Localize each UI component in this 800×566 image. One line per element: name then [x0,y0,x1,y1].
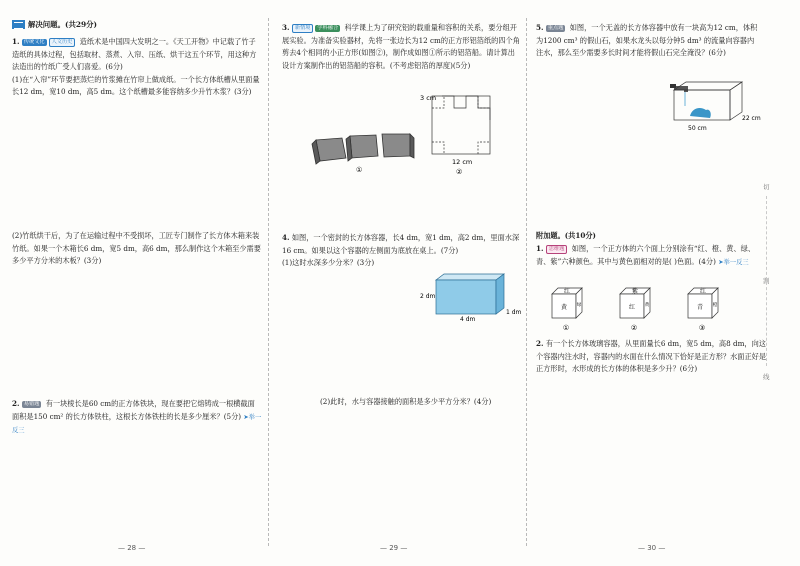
question-number: 2. [12,399,20,408]
foil-boat-photo [312,124,418,174]
question-4-part-2 [320,396,520,409]
figure-1-label: ① [356,166,363,174]
tag-thinking: 思维题 [546,245,568,254]
related-link-label: 举一反三 [723,258,749,266]
width-label: 1 dm [506,309,522,316]
related-link[interactable]: ➤举一反三 [12,413,262,435]
question-text: 如图，一个无盖的长方体容器中放有一块高为12 cm，体积为1200 cm³ 的假山石，如果水龙头以每分钟5 dm³ 的流量向容器内注水，那么至少需要多长时间才能将假山石完全淹没？(6分) [536,23,758,58]
side-length-label: 12 cm [452,158,473,166]
tag-humanities-history: 人文历史 [49,38,76,47]
question-1 [12,36,262,99]
figure-2-label: ② [456,168,463,176]
cube-label: ② [630,324,638,332]
corner-size-label: 3 cm [420,94,437,102]
cube-top-color: 红 [563,288,571,295]
foil-net-diagram [418,92,494,178]
length-label: 4 dm [460,316,476,323]
length-label: 50 cm [688,125,707,132]
question-3 [282,22,520,72]
related-link-label: 举一反三 [12,413,262,435]
question-1-part-2 [12,230,262,268]
cube-side-color: 黄 [644,303,650,308]
cube-front-color: 红 [628,304,636,311]
tag-new-context: 新情境 [292,24,314,33]
question-number: 4. [282,233,290,242]
question-text: 如图，一个正方体的六个面上分别涂有“红、橙、黄、绿、青、紫”六种颜色。其中与黄色面相对的是( )色面。(4分) [536,244,756,266]
tag-error-prone: 易错题 [23,401,40,407]
cut-line-mark: 线 [763,373,770,381]
question-part-1: (1)这时水深多少分米？(3分) [282,258,375,268]
question-5 [536,22,758,60]
question-number: 2. [536,339,544,348]
bonus-question-2 [536,338,768,376]
question-text: 如图，一个密封的长方体容器，长4 dm，宽1 dm，高2 dm，里面水深16 cm。如果以这个容器的左侧面为底放在桌上。(7分) [282,233,520,255]
cube-label: ① [562,324,570,332]
question-text: 有一个长方体玻璃容器，从里面量长6 dm，宽5 dm，高8 dm，向这个容器内注水时，容器内的水面在什么情况下恰好是正方形？水面正好是正方形时，水形成的长方体的体积是多少升？(6分) [536,339,767,374]
cube-top-color: 红 [699,288,707,295]
width-label: 22 cm [742,115,761,122]
height-label: 2 dm [420,293,436,300]
water-container-diagram [420,272,520,322]
cube-top-color: 紫 [631,288,639,295]
question-text: 造纸术是中国四大发明之一。《天工开物》中记载了竹子造纸的具体过程，包括取材、蒸煮、入帘、压纸、烘干这五个环节，用这种方法造出的竹纸广受人们喜爱。(6分) [12,37,257,72]
question-number: 1. [12,37,20,46]
question-2 [12,398,262,438]
cube-1 [552,287,582,332]
question-number: 3. [282,23,290,32]
page-30 [526,0,800,566]
question-number: 1. [536,244,544,253]
tank-diagram [662,76,761,134]
page-number: — 29 — [380,544,408,552]
question-part-1: (1)在“入帘”环节要把蒸烂的竹浆摊在竹帘上做成纸。一个长方体纸槽从里面量长12 dm，宽10 dm，高5 dm。这个纸槽最多能容纳多少升竹木浆？(3分) [12,74,260,97]
question-number: 5. [536,23,544,32]
page-number: — 28 — [118,544,146,552]
rock-shape [690,108,711,118]
cube-2 [620,287,650,332]
cube-front-color: 青 [696,304,704,311]
cut-line-mark: 切 [763,183,770,191]
cubes-diagram [546,284,736,340]
cube-3 [688,287,718,332]
question-text: 有一块棱长是60 cm的正方体铁块，现在要把它熔铸成一根横截面面积是150 cm² 的长方体铁柱，这根长方体铁柱的长是多少厘米？(5分) [12,399,255,421]
cut-line-mark: 割 [763,277,770,285]
cube-side-color: 绿 [576,303,582,308]
question-4 [282,232,520,270]
page-29 [268,0,526,566]
question-part-2: (2)竹纸烘干后，为了在运输过程中不受损坏，工匠专门制作了长方体木箱来装竹纸。如果一个木箱长6 dm，宽5 dm，高6 dm，那么制作这个木箱至少需要多少平方分米的木板？(3分) [12,231,261,266]
cube-label: ③ [698,324,706,332]
section-header [12,19,97,30]
cube-side-color: 橙 [712,303,718,308]
bonus-question-1 [536,243,768,269]
section-title: 解决问题。(共29分) [28,20,98,29]
question-text: 科学课上为了研究铝的载重量和容积的关系，要分组开展实验。为准备实验器材，先将一张边长为12 cm的正方形铝箔纸的四个角剪去4个相同的小正方形(如图②)，制作成如图①所示的铝箔船。请计算出设计方案制作出的铝箔船的容积。(不考虑铝箔的厚度)(5分) [282,23,520,70]
tag-key-question: 重点题 [547,25,564,31]
bonus-title: 附加题。(共10分) [536,231,596,240]
section-icon [12,20,25,29]
tag-cross-discipline: 学科融合 [317,25,339,31]
cut-line [766,196,767,366]
related-link[interactable]: ➤举一反三 [718,258,749,266]
cube-front-color: 黄 [560,304,568,311]
page-28 [0,0,268,566]
page-number: — 30 — [638,544,666,552]
question-part-2: (2)此时，水与容器接触的面积是多少平方分米？(4分) [320,397,492,406]
tag-traditional-culture: 传统文化 [23,39,45,45]
